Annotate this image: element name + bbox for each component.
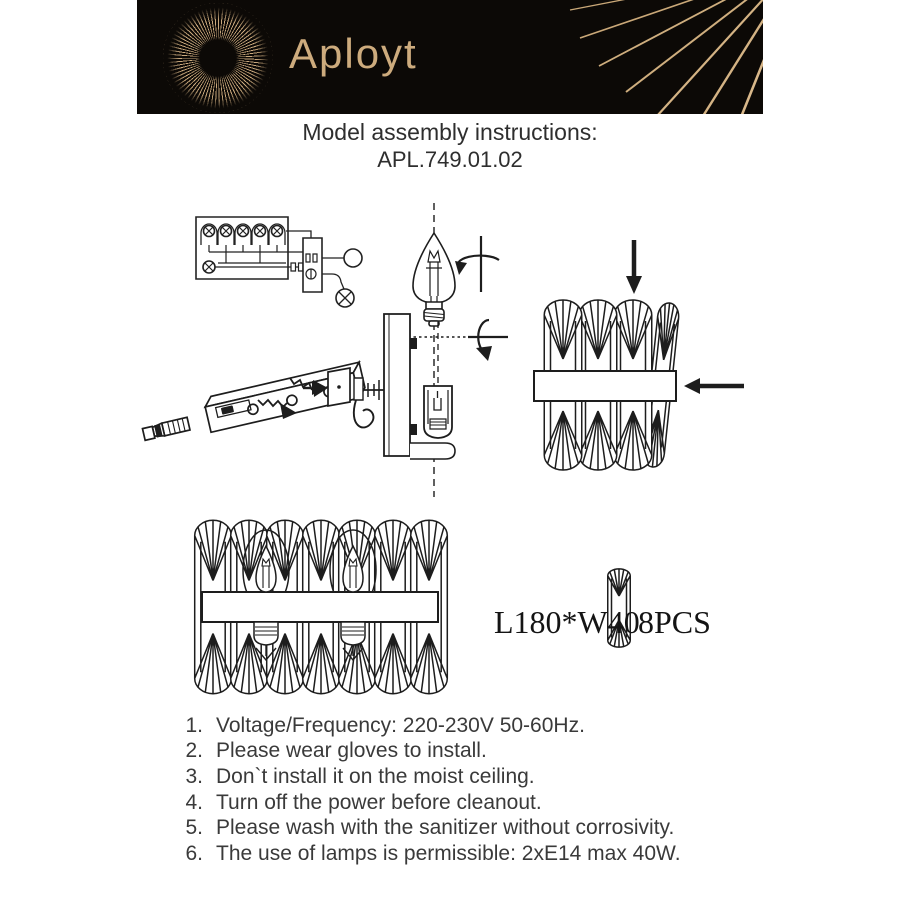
list-item: [175, 815, 775, 841]
list-item: [175, 841, 775, 867]
instruction-list: [175, 713, 775, 867]
item-number: 4.: [185, 790, 203, 814]
item-text: The use of lamps is permissible: 2xE14 max 40W.: [216, 841, 681, 865]
list-item: [175, 790, 775, 816]
wiring-schematic: [196, 217, 362, 307]
quantity-label: 8PCS: [638, 604, 711, 640]
item-text: Please wash with the sanitizer without corrosivity.: [216, 816, 675, 840]
item-number: 1.: [185, 713, 203, 737]
item-text: Turn off the power before cleanout.: [216, 790, 542, 814]
item-text: Please wear gloves to install.: [216, 739, 487, 763]
item-number: 5.: [185, 816, 203, 840]
item-number: 6.: [185, 841, 203, 865]
item-text: Voltage/Frequency: 220-230V 50-60Hz.: [216, 713, 585, 737]
page-title: Model assembly instructions:: [302, 119, 598, 145]
list-item: [175, 739, 775, 765]
item-number: 2.: [185, 739, 203, 763]
list-item: [175, 713, 775, 739]
item-number: 3.: [185, 764, 203, 788]
item-text: Don`t install it on the moist ceiling.: [216, 764, 535, 788]
model-code: APL.749.01.02: [377, 147, 523, 172]
brand-name: Aployt: [289, 30, 418, 77]
crystal-shade-mounting-step: [534, 240, 744, 470]
list-item: [175, 764, 775, 790]
sconce-front-view: [195, 520, 448, 693]
size-label: L180*W40: [494, 604, 640, 640]
